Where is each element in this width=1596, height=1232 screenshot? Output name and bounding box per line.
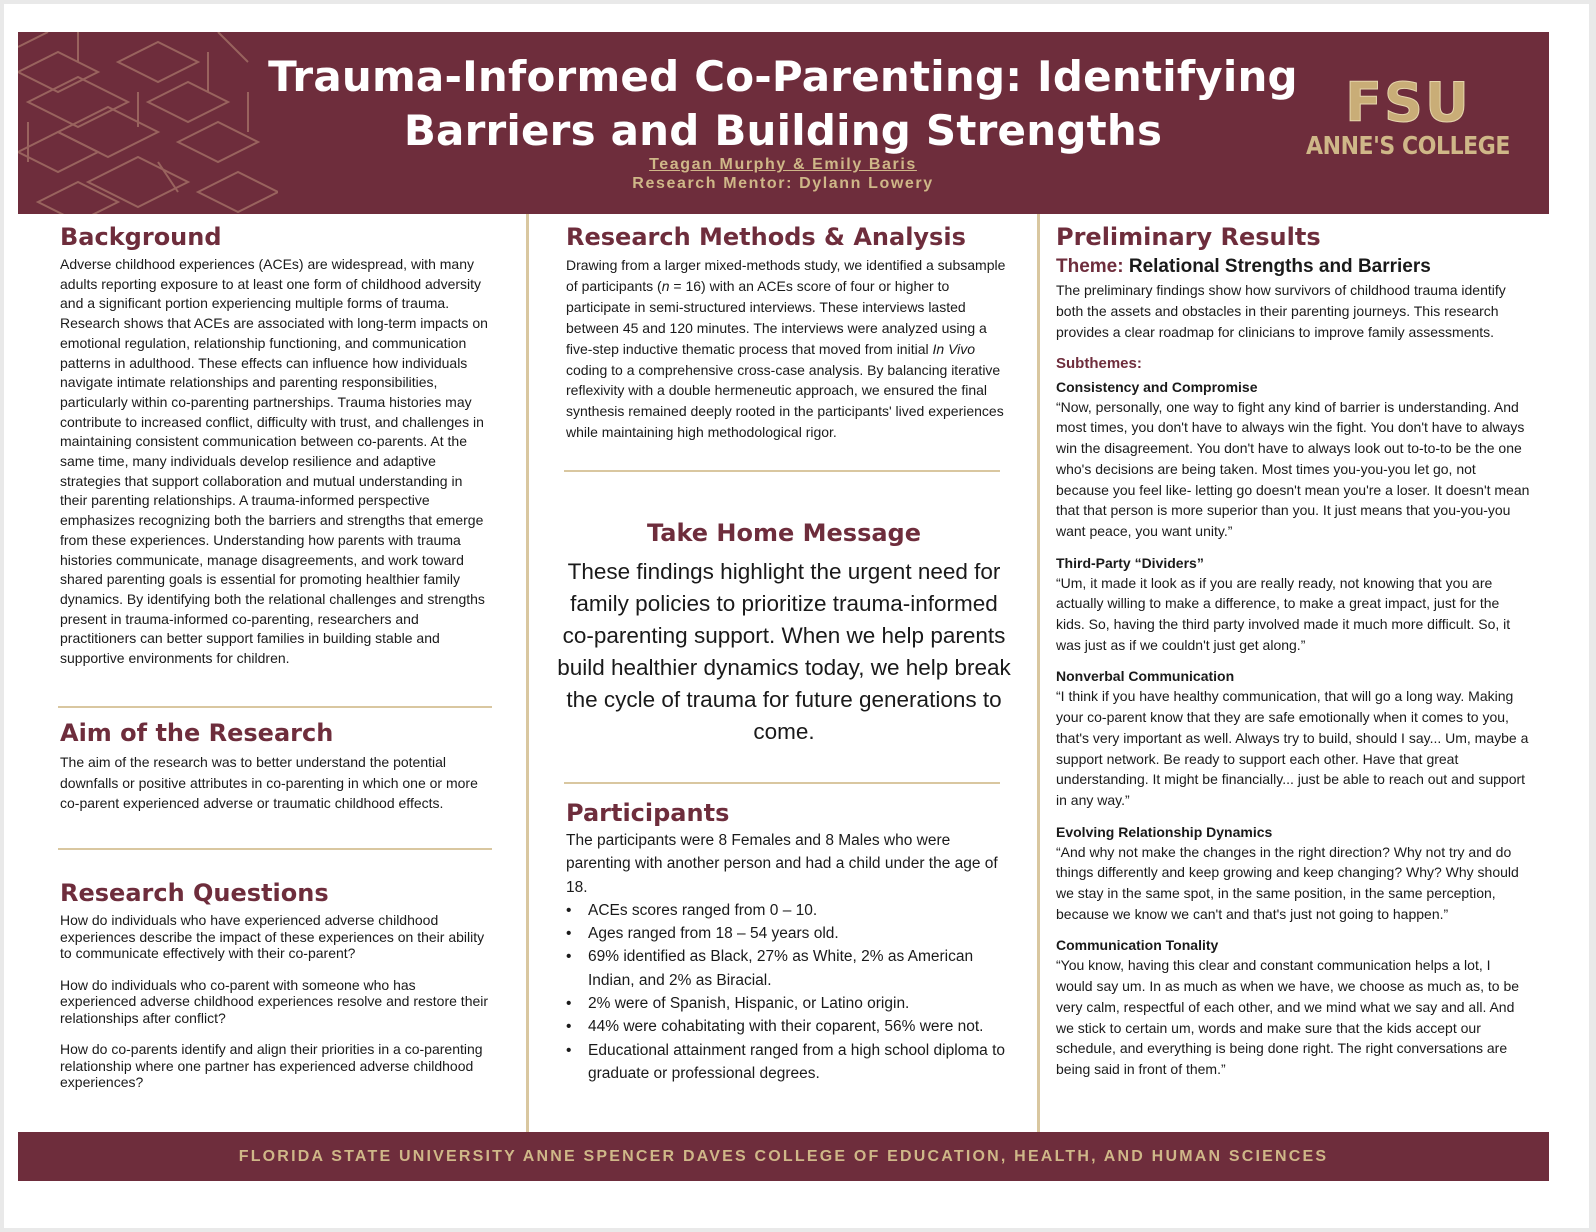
- subthemes-label: Subthemes:: [1056, 354, 1142, 372]
- section-rule: [564, 782, 1000, 784]
- methods-text-part: coding to a comprehensive cross-case analysis. By balancing iterative reflexivity with a double hermeneutic approach, we ensured the final synthesis remained deeply rooted in the participants' lived experiences while maintaining high methodological rigor.: [566, 361, 1004, 441]
- background-heading: Background: [60, 223, 222, 251]
- methods-n-variable: n: [661, 277, 670, 294]
- subtheme-quote: “I think if you have healthy communication, that will go a long way. Making your co-parent know that they are safe emotionally when it comes to you, that's very important as well. Always try to build, should I say... Um, maybe a support network. Be ready to support each other. Have that great understanding. It might be financially... just be able to reach out and support in any way.”: [1056, 688, 1529, 808]
- poster: [4, 4, 1589, 1228]
- aim-text: The aim of the research was to better understand the potential downfalls or positive attributes in co-parenting in which one or more co-parent experienced adverse or traumatic childhood effects.: [60, 754, 478, 812]
- research-questions-heading: Research Questions: [60, 879, 329, 907]
- list-item: • Educational attainment ranged from a high school diploma to graduate or professional degrees.: [566, 1039, 1006, 1086]
- poster-footer: FLORIDA STATE UNIVERSITY ANNE SPENCER DAVES COLLEGE OF EDUCATION, HEALTH, AND HUMAN SCIENCES: [18, 1132, 1549, 1181]
- methods-text-part: Drawing from a larger mixed-methods study, we identified a subsample of participants (: [566, 257, 1006, 294]
- title-line-2: Barriers and Building Strengths: [403, 106, 1163, 155]
- background-section: [60, 222, 492, 669]
- research-questions-section: [60, 878, 492, 1106]
- column-right: [1040, 214, 1550, 1132]
- subtheme-title: Consistency and Compromise: [1056, 378, 1258, 395]
- methods-heading: Research Methods & Analysis: [566, 223, 966, 251]
- list-item: • ACEs scores ranged from 0 – 10.: [566, 899, 1006, 922]
- column-left: [18, 214, 526, 1132]
- section-rule: [564, 470, 1000, 472]
- methods-in-vivo: In Vivo: [932, 340, 976, 357]
- aim-heading: Aim of the Research: [60, 719, 334, 747]
- theme-value: Relational Strengths and Barriers: [1128, 256, 1431, 277]
- participants-list: [566, 899, 1006, 1085]
- geometric-pattern-icon: [18, 32, 278, 214]
- methods-section: [566, 222, 1006, 443]
- take-home-text: These findings highlight the urgent need for family policies to prioritize trauma-informed co-parenting support. When we help parents build healthier dynamics today, we help break the cycle of trauma for future generations to come.: [557, 559, 1011, 744]
- participants-heading: Participants: [566, 799, 730, 827]
- section-rule: [58, 706, 492, 708]
- authors[interactable]: Teagan Murphy & Emily Baris: [649, 156, 917, 173]
- subtheme-quote: “And why not make the changes in the right direction? Why not try and do things differently and keep growing and keep changing? Why? Why should we stay in the same spot, in the same position, in the same perception, because we know we can't and that's just not going to happen.”: [1056, 843, 1519, 922]
- list-item: • Ages ranged from 18 – 54 years old.: [566, 922, 1006, 945]
- section-rule: [58, 848, 492, 850]
- methods-text-part: = 16) with an ACEs score of four or higher to participate in semi-structured interviews. These interviews lasted between 45 and 120 minutes. The interviews were analyzed using a five-step inductive thematic process that moved from initial: [566, 277, 987, 357]
- poster-title: [248, 50, 1318, 158]
- methods-text: [566, 255, 1006, 443]
- poster-header: [18, 32, 1549, 214]
- research-question: How do co-parents identify and align their priorities in a co-parenting relationship where one partner has experienced adverse childhood experiences?: [60, 1041, 483, 1090]
- research-question: How do individuals who co-parent with someone who has experienced adverse childhood experiences resolve and restore their relationships after conflict?: [60, 976, 489, 1026]
- column-middle: [528, 214, 1036, 1132]
- take-home-section: [554, 518, 1014, 748]
- subtheme-title: Evolving Relationship Dynamics: [1056, 823, 1273, 840]
- list-item: • 2% were of Spanish, Hispanic, or Latino origin.: [566, 992, 1006, 1015]
- research-mentor: Research Mentor: Dylann Lowery: [632, 175, 934, 192]
- logo-fsu-text: FSU: [1345, 71, 1471, 134]
- subtheme-title: Nonverbal Communication: [1056, 668, 1235, 685]
- subtheme-quote: “Now, personally, one way to fight any kind of barrier is understanding. And most times, you don't have to always win the fight. You don't have to always win the disagreement. You don't have to always look out to-to-to be the one who's decisions are being taken. Most times you-you-you let go, not because you feel like- letting go doesn't mean you're a loser. It doesn't mean that that person is more superior than you. It just means that you-you-you want peace, you want unity.”: [1056, 398, 1530, 539]
- aim-section: [60, 718, 492, 814]
- research-question: How do individuals who have experienced adverse childhood experiences describe the impact of these experiences on their ability to communicate effectively with their co-parent?: [60, 912, 485, 961]
- participants-intro: The participants were 8 Females and 8 Males who were parenting with another person and had a child under the age of 18.: [566, 832, 998, 896]
- list-item: • 69% identified as Black, 27% as White, 2% as American Indian, and 2% as Biracial.: [566, 945, 1006, 992]
- background-text: Adverse childhood experiences (ACEs) are widespread, with many adults reporting exposure to at least one form of childhood adversity and a significant portion experiencing multiple forms of trauma. Research shows that ACEs are associated with long-term impacts on emotional regulation, relationship functioning, and communication patterns in adulthood. These effects can influence how individuals navigate intimate relationships and parenting responsibilities, particularly within co-parenting partnerships. Trauma histories may contribute to increased conflict, difficulty with trust, and challenges in maintaining consistent communication between co-parents. At the same time, many individuals develop resilience and adaptive strategies that support collaboration and mutual understanding in their parenting relationships. A trauma-informed perspective emphasizes recognizing both the barriers and strengths that emerge from these experiences. Understanding how parents with trauma histories communicate, manage disagreements, and work toward shared parenting goals is essential for promoting healthier family dynamics. By identifying both the relational challenges and strengths present in trauma-informed co-parenting, researchers and practitioners can better support families in building stable and supportive environments for children.: [60, 256, 488, 667]
- take-home-heading: Take Home Message: [646, 519, 922, 547]
- title-line-1: Trauma-Informed Co-Parenting: Identifying: [268, 52, 1298, 101]
- results-heading: Preliminary Results: [1056, 223, 1321, 251]
- logo-college-text: ANNE'S COLLEGE: [1306, 131, 1510, 160]
- theme-line: [1056, 254, 1530, 280]
- subtheme-title: Communication Tonality: [1056, 937, 1219, 954]
- participants-section: [566, 798, 1006, 1085]
- fsu-logo: [1288, 71, 1528, 162]
- results-intro: The preliminary findings show how survivors of childhood trauma identify both the assets and obstacles in their parenting journeys. This research provides a clear roadmap for clinicians to improve family assessments.: [1056, 282, 1506, 340]
- results-section: [1056, 222, 1530, 1080]
- theme-label: Theme:: [1056, 256, 1124, 277]
- subtheme-title: Third-Party “Dividers”: [1056, 554, 1204, 571]
- subtheme-quote: “Um, it made it look as if you are really ready, not knowing that you are actually willing to make a difference, to make a great impact, just for the kids. So, having the third party involved made it much more difficult. So, it was just as if we couldn't just get along.”: [1056, 574, 1511, 653]
- list-item: • 44% were cohabitating with their coparent, 56% were not.: [566, 1015, 1006, 1038]
- subtheme-quote: “You know, having this clear and constant communication helps a lot, I would say um. In as much as when we have, we choose as much as, to be very calm, respectful of each other, and we mind what we say and all. And we stick to certain um, words and make sure that the kids accept our schedule, and everything is being done right. The right conversations are being said in front of them.”: [1056, 957, 1520, 1077]
